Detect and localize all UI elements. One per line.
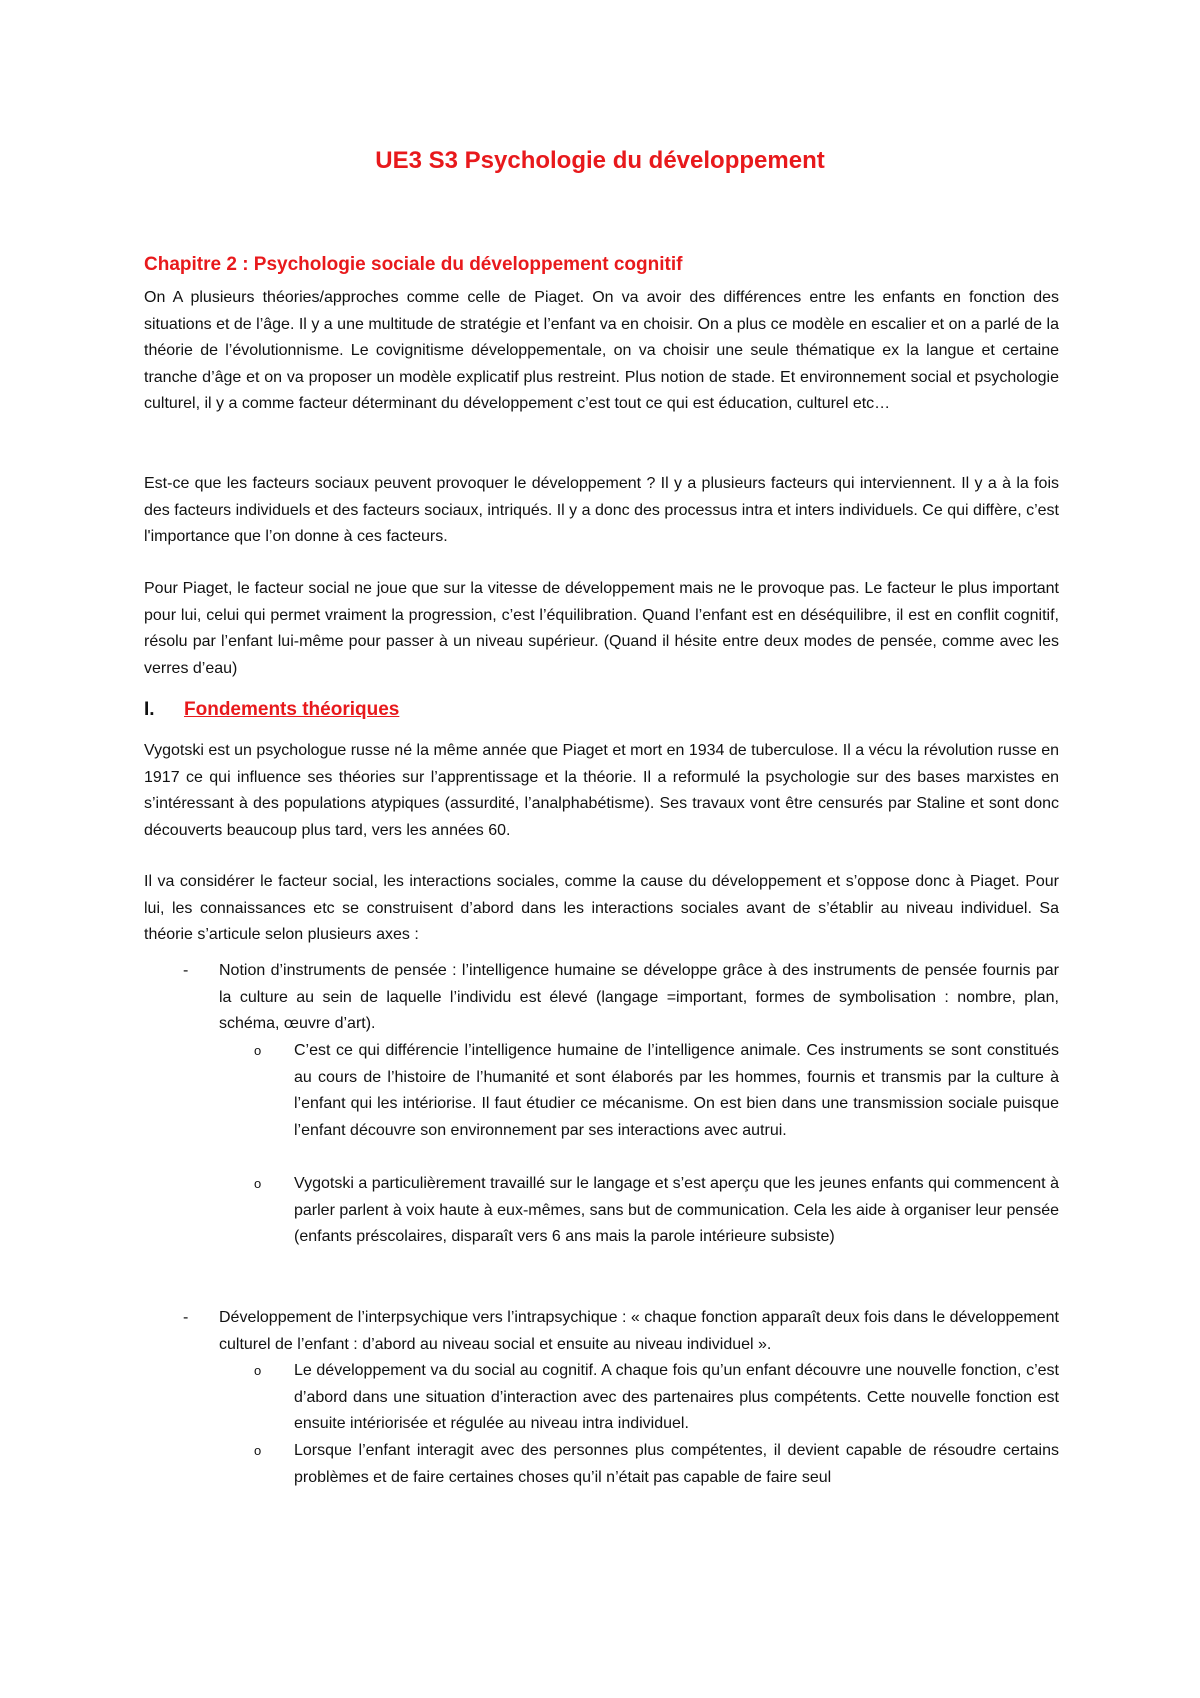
sub-bullet-text: Le développement va du social au cognitif. A chaque fois qu’un enfant découvre une nouvelle fonction, c’est d’abord dans une situation d’interaction avec des partenaires plus compétents. Cette nouvelle fonction est ensuite intériorisée et régulée au niveau intra individuel. (294, 1362, 1059, 1433)
sub-bullet-mark: o (254, 1363, 262, 1378)
section-number: I. (144, 699, 155, 720)
sub-bullet-mark: o (254, 1443, 262, 1458)
chapter-heading: Chapitre 2 : Psychologie sociale du développement cognitif (144, 254, 683, 275)
section-paragraph-2: Il va considérer le facteur social, les interactions sociales, comme la cause du développement et s’oppose donc à Piaget. Pour lui, les connaissances etc se construisent d’abord dans les interactions sociales avant de s’établir au niveau individuel. Sa théorie s’articule selon plusieurs axes : (144, 873, 1059, 944)
section-paragraph-1: Vygotski est un psychologue russe né la même année que Piaget et mort en 1934 de tuberculose. Il a vécu la révolution russe en 1917 ce qui influence ses théories sur l’apprentissage et la théorie. Il a reformulé la psychologie sur des bases marxistes en s’intéressant à des populations atypiques (assurdité, l’analphabétisme). Ses travaux vont être censurés par Staline et sont donc découverts beaucoup plus tard, vers les années 60. (144, 742, 1059, 839)
sub-bullet-text: Lorsque l’enfant interagit avec des personnes plus compétentes, il devient capable de résoudre certains problèmes et de faire certaines choses qu’il n’était pas capable de faire seul (294, 1442, 1059, 1486)
intro-paragraph-3: Pour Piaget, le facteur social ne joue que sur la vitesse de développement mais ne le provoque pas. Le facteur le plus important pour lui, celui qui permet vraiment la progression, c’est l’équilibration. Quand l’enfant est en déséquilibre, il est en conflit cognitif, résolu par l’enfant lui-même pour passer à un niveau supérieur. (Quand il hésite entre deux modes de pensée, comme avec les verres d’eau) (144, 580, 1059, 677)
bullet-text: Développement de l’interpsychique vers l’intrapsychique : « chaque fonction apparaît deux fois dans le développement culturel de l’enfant : d’abord au niveau social et ensuite au niveau individuel ». (219, 1309, 1059, 1353)
sub-bullet-text: C’est ce qui différencie l’intelligence humaine de l’intelligence animale. Ces instruments se sont constitués au cours de l’histoire de l’humanité et sont élaborés par les hommes, fournis et transmis par la culture à l’enfant qui les intériorise. Il faut étudier ce mécanisme. On est bien dans une transmission sociale puisque l’enfant découvre son environnement par ses interactions avec autrui. (294, 1042, 1059, 1139)
bullet-dash: - (183, 1309, 189, 1326)
section-heading (144, 697, 399, 723)
list-item (183, 958, 1059, 1038)
bullet-text: Notion d’instruments de pensée : l’intelligence humaine se développe grâce à des instruments de pensée fournis par la culture au sein de laquelle l’individu est élevé (langage =important, formes de symbolisation : nombre, plan, schéma, œuvre d’art). (219, 962, 1059, 1033)
document-title: UE3 S3 Psychologie du développement (375, 147, 825, 174)
list-item (254, 1171, 1059, 1251)
list-item (254, 1038, 1059, 1144)
sub-bullet-text: Vygotski a particulièrement travaillé sur le langage et s’est aperçu que les jeunes enfants qui commencent à parler parlent à voix haute à eux-mêmes, sans but de communication. Cela les aide à organiser leur pensée (enfants préscolaires, disparaît vers 6 ans mais la parole intérieure subsiste) (294, 1175, 1059, 1246)
sub-bullet-mark: o (254, 1176, 262, 1191)
bullet-dash: - (183, 962, 189, 979)
list-item (254, 1438, 1059, 1491)
list-item (183, 1305, 1059, 1358)
intro-paragraph-2: Est-ce que les facteurs sociaux peuvent provoquer le développement ? Il y a plusieurs facteurs qui interviennent. Il y a à la fois des facteurs individuels et des facteurs sociaux, intriqués. Il y a donc des processus intra et inters individuels. Ce qui diffère, c’est l'importance que l’on donne à ces facteurs. (144, 475, 1059, 546)
intro-paragraph-1: On A plusieurs théories/approches comme celle de Piaget. On va avoir des différences entre les enfants en fonction des situations et de l’âge. Il y a une multitude de stratégie et l’enfant va en choisir. On a plus ce modèle en escalier et on a parlé de la théorie de l’évolutionnisme. Le covignitisme développementale, on va choisir une seule thématique ex la langue et certaine tranche d’âge et on va proposer un modèle explicatif plus restreint. Plus notion de stade. Et environnement social et psychologie culturel, il y a comme facteur déterminant du développement c’est tout ce qui est éducation, culturel etc… (144, 289, 1059, 413)
list-item (254, 1358, 1059, 1438)
sub-bullet-mark: o (254, 1043, 262, 1058)
section-title: Fondements théoriques (184, 699, 400, 720)
